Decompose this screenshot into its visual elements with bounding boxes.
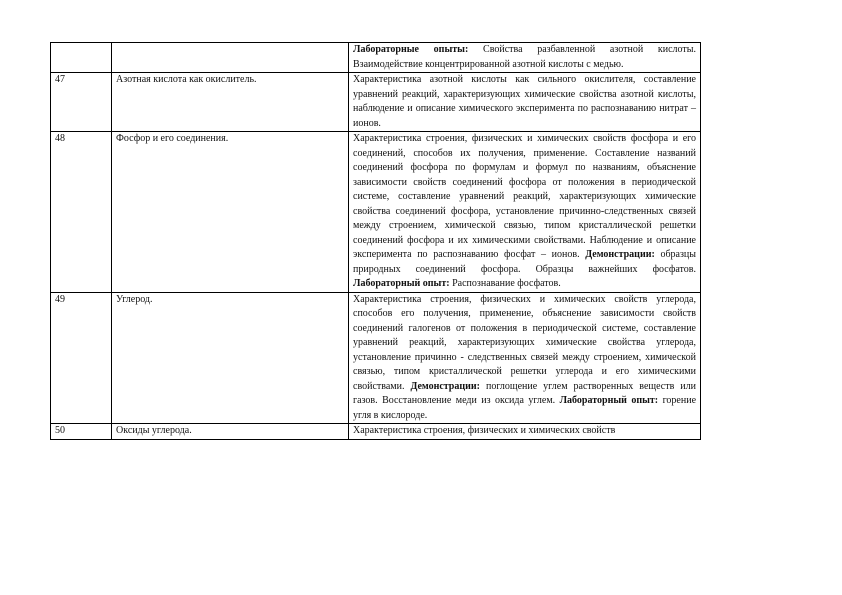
lesson-number-cell [51,43,112,73]
lesson-number-cell: 48 [51,132,112,293]
lab-label: Лабораторные опыты: [353,44,469,55]
lesson-topic-cell: Фосфор и его соединения. [112,132,349,293]
table-row [51,292,701,424]
lesson-description-cell [349,292,701,424]
lab-label: Лабораторный опыт: [559,395,659,406]
description-text: Распознавание фосфатов. [449,278,561,289]
description-text: горение угля в кислороде. [353,395,697,421]
demonstrations-label: Демонстрации: [585,249,655,260]
lesson-number-cell: 49 [51,292,112,424]
table-row [51,424,701,440]
lesson-topic-cell: Оксиды углерода. [112,424,349,440]
lesson-number-cell: 47 [51,73,112,132]
lesson-description-cell [349,43,701,73]
lesson-topic-cell [112,43,349,73]
description-text: Свойства разбавленной азотной кислоты. Взаимодействие концентрированной азотной кислоты с медью. [353,44,697,70]
lesson-description-cell [349,132,701,293]
lesson-topic-cell: Азотная кислота как окислитель. [112,73,349,132]
lesson-number-cell: 50 [51,424,112,440]
description-text: Характеристика строения, физических и химических свойств фосфора и его соединений, способов их получения, применение. Составление названий соединений фосфора по формулам и формул по названиям, объяснение зависимости свойств соединений фосфора от положения в периодической системе, составление уравнений реакций, характеризующих химические свойства соединений фосфора, установление причинно-следственных связей между строением, химической связью, типом кристаллической решетки соединений фосфора и их химическими свойствами. Наблюдение и описание эксперимента по распознаванию фосфат – ионов. [353,133,696,260]
description-text: Характеристика строения, физических и химических свойств углерода, способов его получения, применение, объяснение зависимости свойств соединений галогенов от положения в периодической системе, составление уравнений реакций, характеризующих химические свойства углерода, установление причинно - следственных связей между строением, химической связью, типом кристаллической решетки углерода и его химическими свойствами. [353,293,696,392]
table-row [51,43,701,73]
table-row [51,132,701,293]
lesson-description-cell [349,424,701,440]
table-row [51,73,701,132]
description-text: Характеристика строения, физических и химических свойств [353,425,616,436]
lab-label: Лабораторный опыт: [353,278,450,289]
lesson-description-cell [349,73,701,132]
lesson-topic-cell: Углерод. [112,292,349,424]
description-text: Характеристика азотной кислоты как сильного окислителя, составление уравнений реакций, характеризующих химические свойства азотной кислоты, наблюдение и описание химического эксперимента по распознаванию нитрат – ионов. [353,74,696,129]
lesson-plan-table [50,42,701,440]
description-text: поглощение углем растворенных веществ или газов. Восстановление меди из оксида углем. [353,380,696,406]
description-text: образцы природных соединений фосфора. Образцы важнейших фосфатов. [353,249,697,275]
demonstrations-label: Демонстрации: [410,380,480,392]
